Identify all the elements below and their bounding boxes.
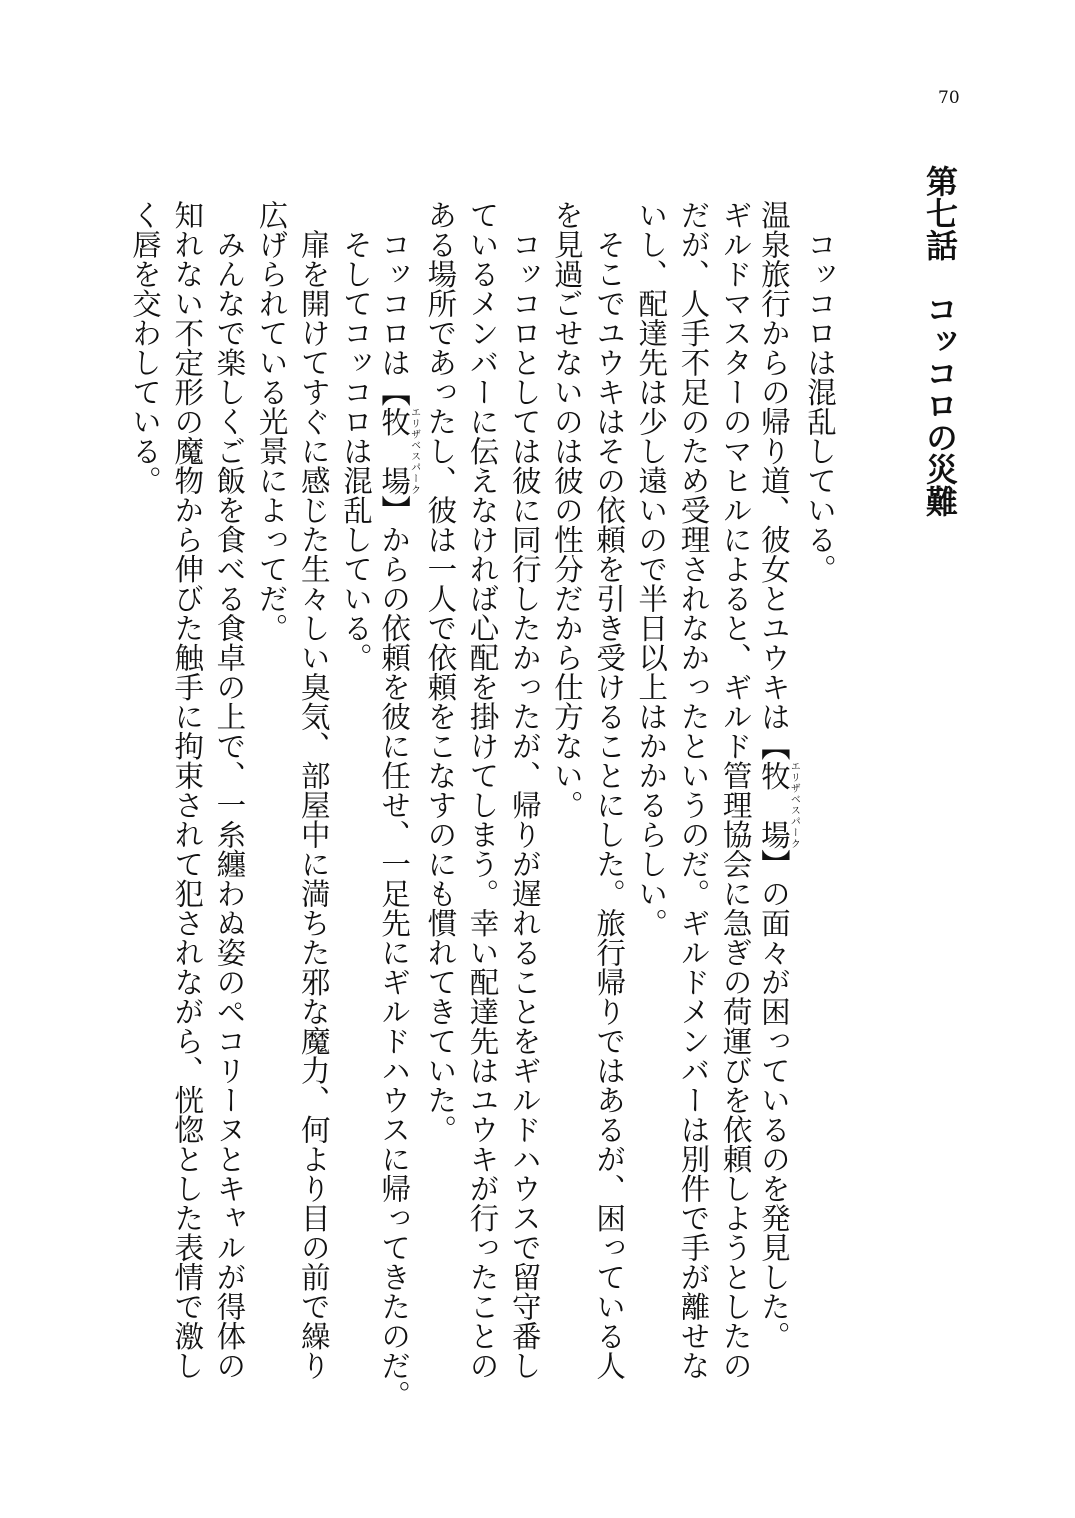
text-line: ているメンバーに伝えなければ心配を掛けてしまう。幸い配達先はユウキが行ったことの — [465, 200, 500, 1380]
ruby-reading: エリザベスパーク — [408, 406, 420, 495]
text-line: そしてコッコロは混乱している。 — [338, 200, 373, 672]
ruby-reading: エリザベスパーク — [788, 760, 800, 849]
text-line: そこでユウキはその依頼を引き受けることにした。旅行帰りではあるが、困っている人 — [592, 200, 627, 1380]
text-line: 知れない不定形の魔物から伸びた触手に拘束されて犯されながら、恍惚とした表情で激し — [170, 200, 205, 1380]
text-line: く唇を交わしている。 — [128, 200, 162, 495]
page-number: 70 — [938, 88, 960, 108]
body-text — [124, 200, 841, 1410]
ruby-base: 牧 場 — [756, 760, 791, 849]
text-line: ある場所であったし、彼は一人で依頼をこなすのにも慣れてきていた。 — [423, 200, 458, 1144]
text-segment: コッコロは【 — [377, 200, 412, 407]
text-line: ギルドマスターのマヒルによると、ギルド管理協会に急ぎの荷運びを依頼しようとしたの — [718, 200, 753, 1380]
text-line: みんなで楽しくご飯を食べる食卓の上で、一糸纏わぬ姿のペコリーヌとキャルが得体の — [212, 200, 247, 1380]
text-line — [377, 200, 420, 1410]
text-segment: 】からの依頼を彼に任せ、一足先にギルドハウスに帰ってきたのだ。 — [377, 495, 412, 1410]
text-line: 扉を開けてすぐに感じた生々しい臭気、部屋中に満ちた邪な魔力、何より目の前で繰り — [296, 200, 331, 1380]
text-line: コッコロは混乱している。 — [803, 200, 837, 584]
chapter-title: 第七話 コッコロの災難 — [921, 165, 959, 517]
text-line: 広げられている光景によってだ。 — [254, 200, 289, 643]
ruby-word — [377, 406, 420, 496]
ruby-word — [756, 760, 800, 850]
text-line: いし、配達先は少し遠いので半日以上はかかるらしい。 — [634, 200, 669, 938]
ruby-base: 牧 場 — [377, 406, 412, 495]
text-line: だが、人手不足のため受理されなかったというのだ。ギルドメンバーは別件で手が離せな — [676, 200, 711, 1380]
text-segment: 】の面々が困っているのを発見した。 — [756, 849, 791, 1351]
text-segment: 温泉旅行からの帰り道、彼女とユウキは【 — [756, 200, 791, 761]
text-line: コッコロとしては彼に同行したかったが、帰りが遅れることをギルドハウスで留守番し — [507, 200, 542, 1380]
text-line — [757, 200, 799, 1400]
text-line: を見過ごせないのは彼の性分だから仕方ない。 — [549, 200, 584, 820]
